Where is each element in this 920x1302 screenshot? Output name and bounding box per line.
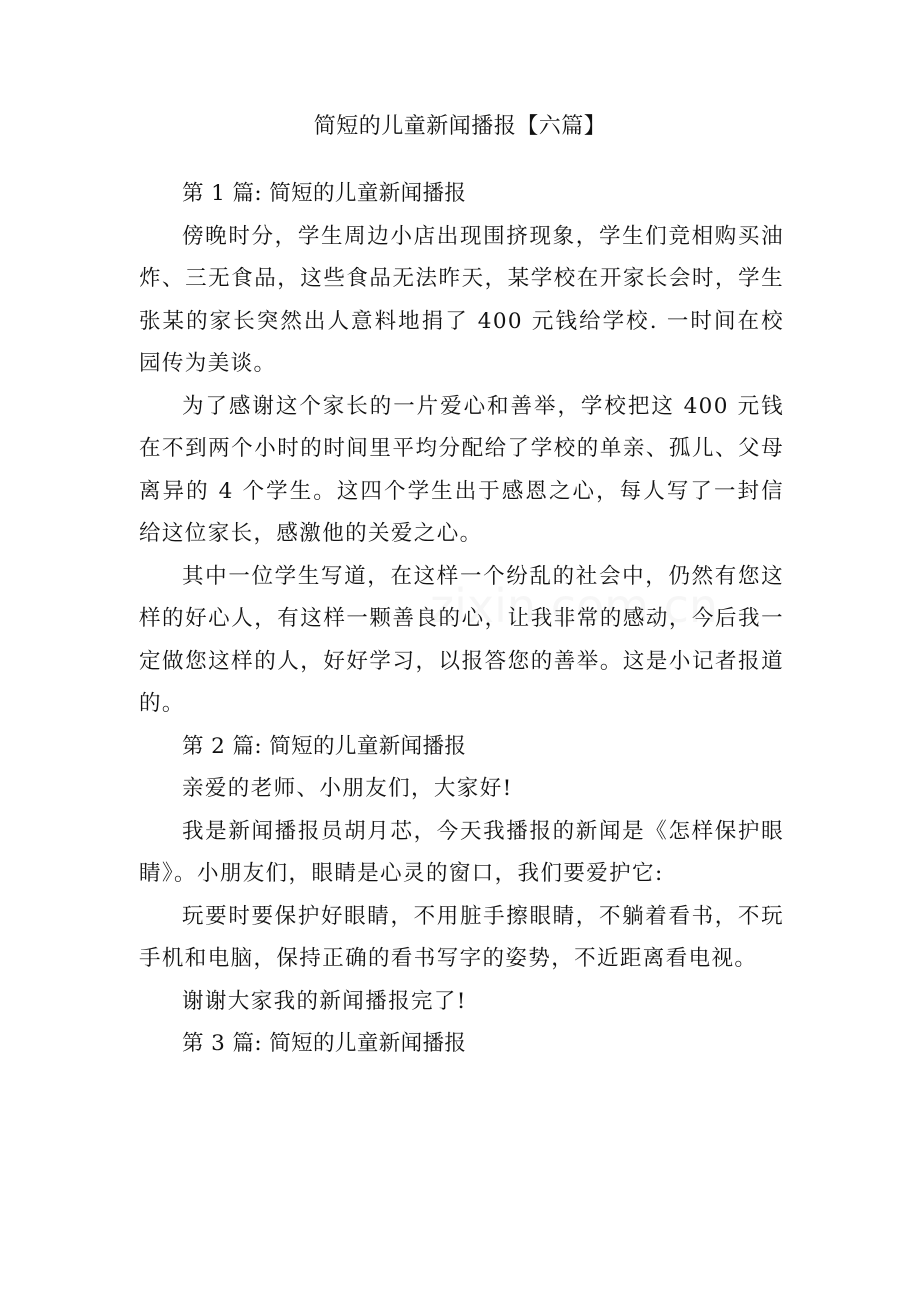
document-title: 简短的儿童新闻播报【六篇】: [313, 114, 607, 139]
paragraph: 傍晚时分，学生周边小店出现围挤现象，学生们竞相购买油炸、三无食品，这些食品无法昨天，某学校在开家长会时，学生张某的家长突然出人意料地捐了 400 元钱给学校. 一时间在校园传为美谈。: [139, 223, 784, 376]
paragraph: 谢谢大家我的新闻播报完了!: [182, 988, 467, 1014]
section-heading-2: 第 2 篇: 简短的儿童新闻播报: [182, 733, 467, 759]
paragraph: 我是新闻播报员胡月芯，今天我播报的新闻是《怎样保护眼睛》。小朋友们，眼睛是心灵的窗口，我们要爱护它:: [139, 818, 784, 886]
section-heading-3: 第 3 篇: 简短的儿童新闻播报: [182, 1031, 467, 1056]
paragraph: 其中一位学生写道，在这样一个纷乱的社会中，仍然有您这样的好心人，有这样一颗善良的心，让我非常的感动，今后我一定做您这样的人，好好学习，以报答您的善举。这是小记者报道的。: [139, 563, 784, 716]
document-body: [139, 173, 784, 1066]
paragraph: 玩要时要保护好眼睛，不用脏手擦眼睛，不躺着看书，不玩手机和电脑，保持正确的看书写字的姿势，不近距离看电视。: [139, 903, 784, 971]
paragraph: 为了感谢这个家长的一片爱心和善举，学校把这 400 元钱在不到两个小时的时间里平均分配给了学校的单亲、孤儿、父母离异的 4 个学生。这四个学生出于感恩之心，每人写了一封信给这位家长，感激他的关爱之心。: [139, 393, 784, 546]
paragraph: 亲爱的老师、小朋友们，大家好!: [182, 776, 513, 801]
section-heading-1: 第 1 篇: 简短的儿童新闻播报: [182, 181, 467, 206]
